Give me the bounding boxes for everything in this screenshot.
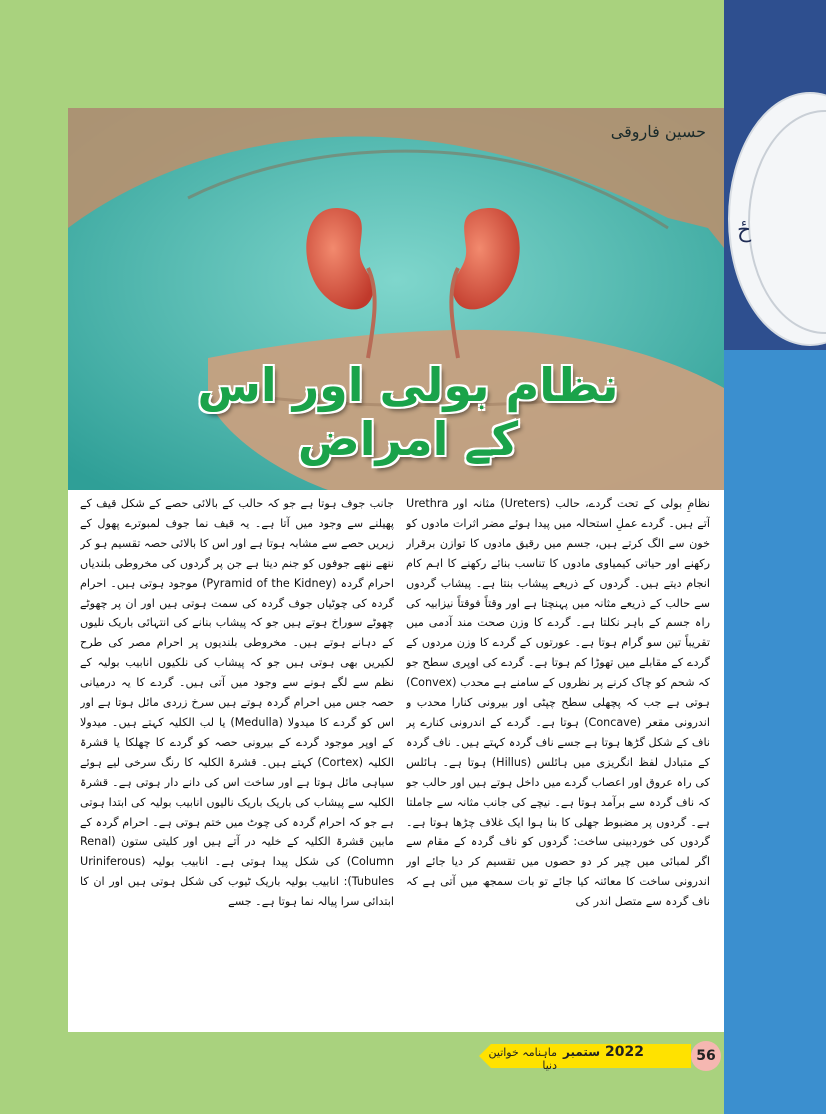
paragraph-right: نظامِ بولی کے تحت گردے، حالب (Ureters) مثانہ اور Urethra آتے ہیں۔ گردے عملِ استحالہ میں پیدا ہوئے مضر اثرات مادوں کو خون سے الگ کرتے ہیں، جسم میں رقیق مادوں کا توازن برقرار رکھنے اور حیاتی کیمیاوی مادوں کا تناسب بنائے رکھنے کا اہم کام انجام دیتے ہیں۔ گردوں کے ذریعے پیشاب بنتا ہے۔ پیشاب گردوں سے حالب کے ذریعے مثانہ میں پہنچتا ہے اور وقتاً فوقتاً نیزابیہ کی راہ جسم کے باہر نکلتا ہے۔ گردے کا وزن صحت مند آدمی میں تقریباً تین سو گرام ہوتا ہے۔ عورتوں کے گردے کا وزن مردوں کے گردے کے مقابلے میں تھوڑا کم ہوتا ہے۔ گردے کی اوپری سطح جو کہ شحم کو چاک کرنے پر نظروں کے سامنے ہے محدب (Convex) ہوتی ہے جب کہ پچھلی سطح چپٹی اور بیرونی کنارا محدب و اندرونی مقعر (Concave) ہوتا ہے۔ گردے کے اندرونی کنارے پر ناف کے شکل گڑھا ہوتا ہے جسے ناف گردہ کہتے ہیں۔ ناف گردہ کے متبادل لفظ انگریزی میں ہائلس (Hillus) ہوتا ہے۔ ہائلس کی راہ عروق اور اعصاب گردے میں داخل ہوتے ہیں اور حالب جو کہ ناف گردہ سے برآمد ہوتا ہے۔ نیچے کی جانب مثانہ سے جاملتا ہے۔ گردوں پر مضبوط جھلی کا بنا ہوا ایک غلاف چڑھا ہوتا ہے۔ گردوں کی خوردبینی ساخت: گردوں کو ناف گردہ کے مقام سے اگر لمبائی میں چیر کر دو حصوں میں تقسیم کر دیا جائے اور اندرونی ساخت کا معائنہ کیا جائے تو بات سمجھ میں آتی ہے کہ ناف گردہ سے متصل اندر کی [406, 497, 710, 909]
page-number-badge: 56 [691, 1041, 721, 1071]
article-column-right [406, 494, 710, 1024]
author-name: حسین فاروقی [610, 122, 706, 141]
paragraph-left: جانب جوف ہوتا ہے جو کہ حالب کے بالائی حصے کے شکل قیف کے پھیلنے سے وجود میں آتا ہے۔ یہ قیف نما جوف لمبوترے پھول کے زیریں حصے سے مشابہ ہوتا ہے اور اس کا بالائی حصہ تقسیم ہو کر ننھے ننھے جوفوں کو جنم دیتا ہے جن پر گردوں کی مخروطی بلندیاں احرام گردہ (Pyramid of the Kidney) موجود ہوتی ہیں۔ احرام گردہ کی چوٹیاں جوف گردہ کی سمت ہوتی ہیں اور ان پر چھوٹے چھوٹے سوراخ ہوتے ہیں جو کہ پیشاب بنانے کی انتہائی باریک نلیوں کے دہانے ہوتے ہیں۔ مخروطی بلندیوں پر احرام مصر کی طرح لکیریں بھی ہوتی ہیں جو کہ پیشاب کی نلکیوں انابیب بولیہ کے نظم سے لگے ہونے سے وجود میں آتی ہیں۔ گردے کا یہ درمیانی حصہ جس میں احرام گردہ ہوتے ہیں سرخ زردی مائل ہوتا ہے اور اس کو گردے کا میدولا (Medulla) یا لب الکلیہ کہتے ہیں۔ میدولا کے اوپر موجود گردے کے بیرونی حصہ کو گردے کا چھلکا یا قشرۃ الکلیہ (Cortex) کہتے ہیں۔ قشرۃ الکلیہ کا رنگ سرخی لیے ہوئے سیاہی مائل ہوتا ہے اور ساخت اس کی دانے دار ہوتی ہے۔ قشرۃ الکلیہ سے پیشاب کی باریک باریک نالیوں انابیب بولیہ کی ابتدا ہوتی ہے جو کہ احرام گردہ کی چوٹ میں ختم ہوتی ہے۔ احرام گردہ کے مابین قشرۃ الکلیہ کے خلیہ در آتے ہیں اور کلیتی ستون (Renal Column) کی شکل پیدا ہوتی ہے۔ انابیب بولیہ (Uriniferous Tubules): انابیب بولیہ باریک ٹیوب کی شکل ہوتی ہیں اور ان کا ابتدائی سرا پیالہ نما ہوتا ہے۔ جسے [80, 497, 394, 909]
page-footer [465, 1038, 724, 1074]
article-title: نظام بولی اور اس کے امراض [197, 358, 619, 466]
article-column-left [80, 494, 394, 1024]
side-logo-mark: ځ [737, 218, 752, 243]
footer-year: 2022 [605, 1044, 644, 1060]
footer-magazine-name: ماہنامہ خواتین دنیا [488, 1046, 557, 1072]
hero-image [68, 108, 724, 490]
article-body [68, 490, 724, 1032]
footer-month: ستمبر [563, 1045, 601, 1059]
